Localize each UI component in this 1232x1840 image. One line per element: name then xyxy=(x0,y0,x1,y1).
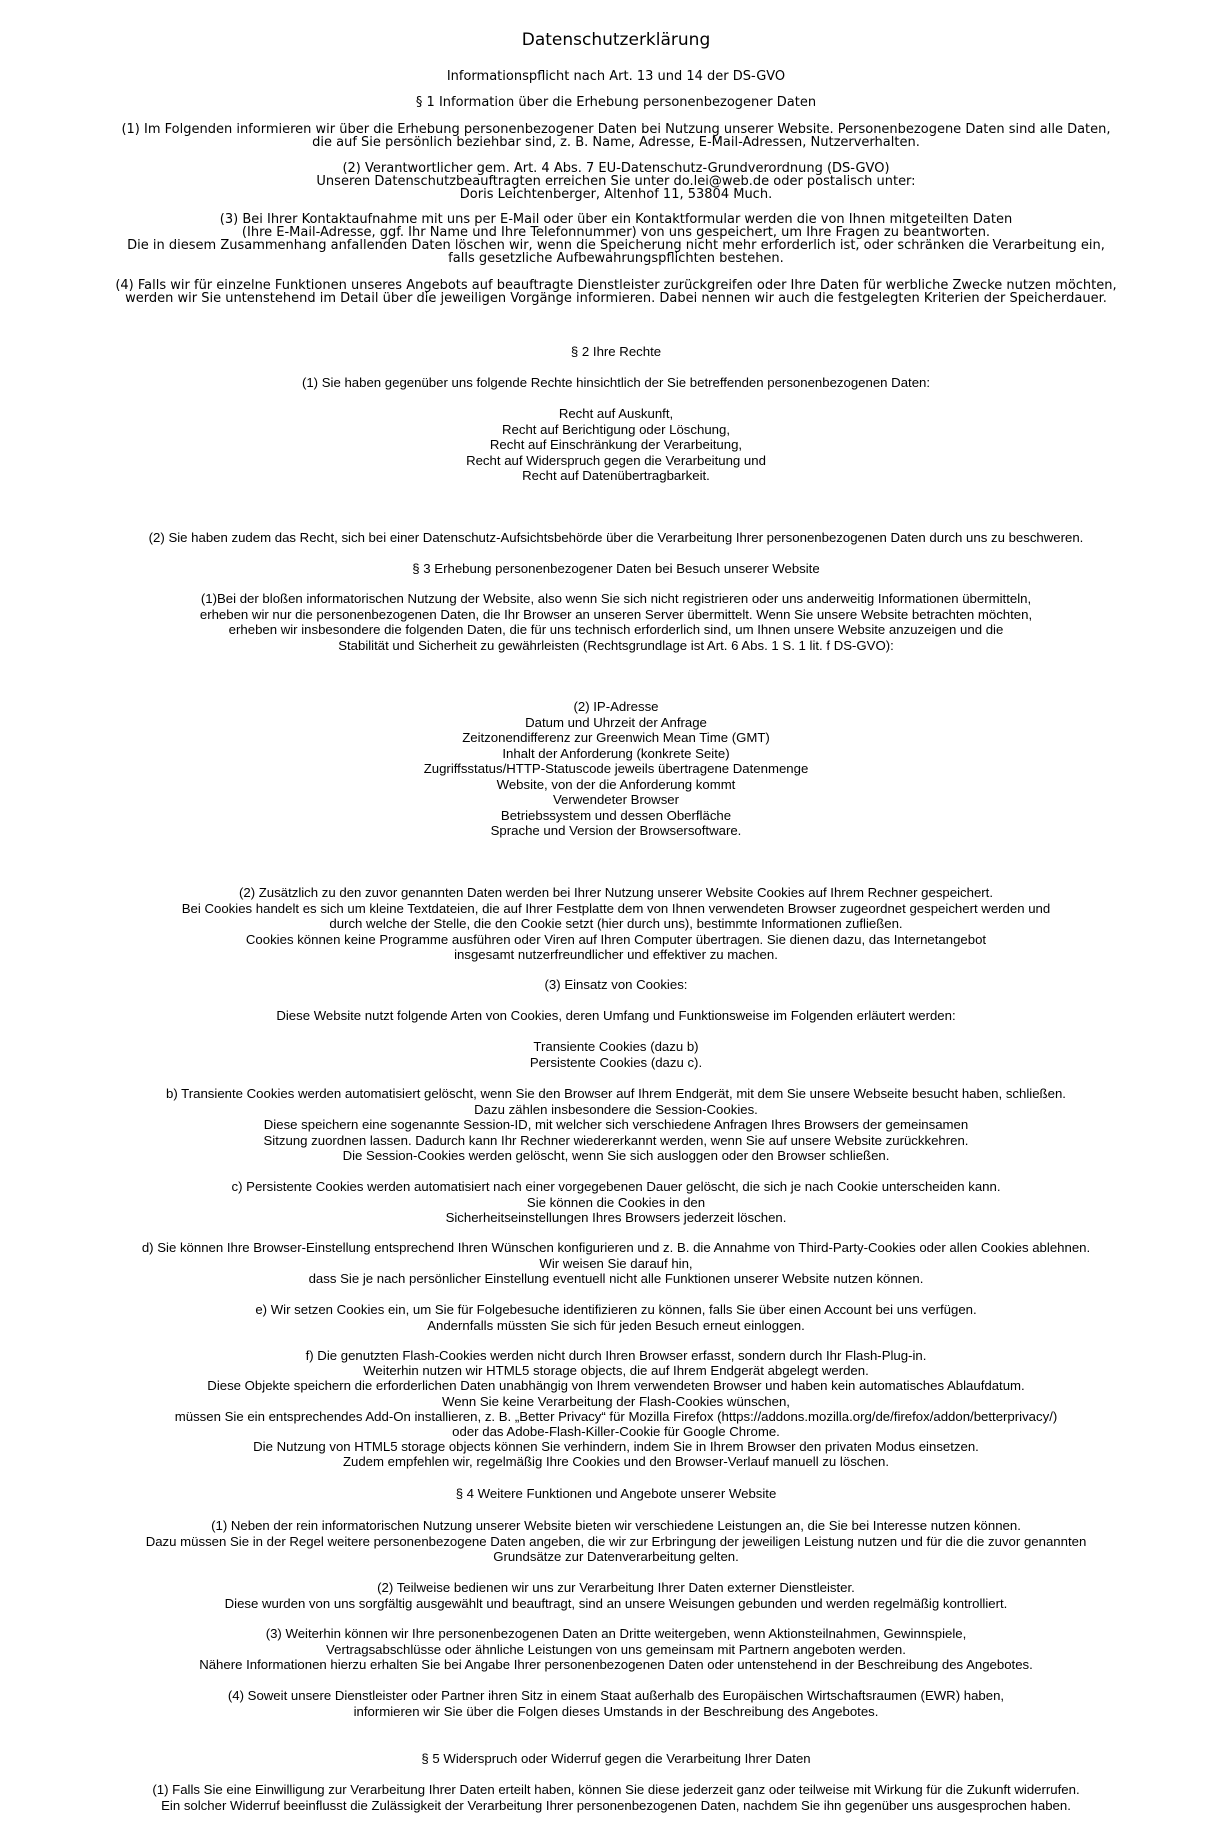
text-line: (3) Weiterhin können wir Ihre personenbezogenen Daten an Dritte weitergeben, wenn Aktionsteilnahmen, Gewinnspiele, xyxy=(265,1626,967,1641)
block-s1-p4 xyxy=(40,279,1192,305)
text-line: Recht auf Datenübertragbarkeit. xyxy=(522,468,710,483)
document-title: Datenschutzerklärung xyxy=(521,30,711,50)
block-s4-heading xyxy=(40,1486,1192,1502)
block-s4-p1 xyxy=(40,1518,1192,1565)
text-line: Cookies können keine Programme ausführen oder Viren auf Ihren Computer übertragen. Sie dienen dazu, das Internetangebot xyxy=(245,931,987,947)
text-line: Wir weisen Sie darauf hin, xyxy=(539,1255,693,1271)
block-s1-heading xyxy=(40,96,1192,109)
block-s5-heading xyxy=(40,1751,1192,1767)
block-s1-p1 xyxy=(40,123,1192,149)
text-line: § 1 Information über die Erhebung personenbezogener Daten xyxy=(415,95,817,110)
text-line: d) Sie können Ihre Browser-Einstellung entsprechend Ihren Wünschen konfigurieren und z. B. die Annahme von Third-Party-Cookies oder allen Cookies ablehnen. xyxy=(141,1240,1091,1255)
text-line: müssen Sie ein entsprechendes Add-On installieren, z. B. „Better Privacy“ für Mozilla Firefox (https://addons.mozilla.org/de/firefox/addon/betterprivacy/) xyxy=(174,1408,1058,1424)
block-s3-d xyxy=(40,1240,1192,1287)
text-line: Recht auf Berichtigung oder Löschung, xyxy=(502,421,730,437)
text-line: (2) IP-Adresse xyxy=(573,699,659,714)
block-s3-heading xyxy=(40,561,1192,577)
text-line: Diese speichern eine sogenannte Session-ID, mit welcher sich verschiedene Anfragen Ihres Browsers der gemeinsamen xyxy=(263,1117,969,1132)
block-s3-list xyxy=(40,699,1192,839)
text-line: (2) Verantwortlicher gem. Art. 4 Abs. 7 EU-Datenschutz-Grundverordnung (DS-GVO) xyxy=(342,161,890,176)
text-line: Zeitzonendifferenz zur Greenwich Mean Time (GMT) xyxy=(462,730,770,745)
text-line: Zugriffsstatus/HTTP-Statuscode jeweils übertragene Datenmenge xyxy=(423,761,809,776)
text-line: Informationspflicht nach Art. 13 und 14 der DS-GVO xyxy=(446,69,786,84)
block-s3-f xyxy=(40,1348,1192,1470)
text-line: (2) Teilweise bedienen wir uns zur Verarbeitung Ihrer Daten externer Dienstleister. xyxy=(377,1580,855,1595)
text-line: insgesamt nutzerfreundlicher und effektiver zu machen. xyxy=(454,947,778,962)
text-line: Ein solcher Widerruf beeinflusst die Zulässigkeit der Verarbeitung Ihrer personenbezogenen Daten, nachdem Sie ihn gegenüber uns ausgesprochen haben. xyxy=(161,1797,1071,1813)
text-line: dass Sie je nach persönlicher Einstellung eventuell nicht alle Funktionen unserer Website nutzen können. xyxy=(308,1271,924,1286)
block-s1-p3 xyxy=(40,213,1192,265)
text-line: f) Die genutzten Flash-Cookies werden nicht durch Ihren Browser erfasst, sondern durch Ihr Flash-Plug-in. xyxy=(305,1348,927,1363)
block-s2-heading xyxy=(40,344,1192,360)
text-line: (1) Neben der rein informatorischen Nutzung unserer Website bieten wir verschiedene Leistungen an, die Sie bei Interesse nutzen können. xyxy=(211,1518,1021,1533)
block-s2-p2 xyxy=(40,530,1192,546)
block-s3-p1 xyxy=(40,591,1192,653)
text-line: (3) Einsatz von Cookies: xyxy=(544,977,688,992)
block-s5-p1 xyxy=(40,1782,1192,1813)
block-s1-p2 xyxy=(40,162,1192,201)
block-s4-p4 xyxy=(40,1688,1192,1719)
text-line: Zudem empfehlen wir, regelmäßig Ihre Cookies und den Browser-Verlauf manuell zu löschen. xyxy=(342,1454,890,1470)
text-line: (4) Falls wir für einzelne Funktionen unseres Angebots auf beauftragte Dienstleister zurückgreifen oder Ihre Daten für werbliche Zwecke nutzen möchten, xyxy=(115,278,1117,293)
text-line: § 3 Erhebung personenbezogener Daten bei Besuch unserer Website xyxy=(412,561,820,576)
block-s3-e xyxy=(40,1302,1192,1333)
block-s4-p3 xyxy=(40,1626,1192,1673)
text-line: (1) Im Folgenden informieren wir über die Erhebung personenbezogener Daten bei Nutzung unserer Website. Personenbezogene Daten sind alle Daten, xyxy=(121,122,1111,137)
text-line: oder das Adobe-Flash-Killer-Cookie für Google Chrome. xyxy=(452,1424,780,1440)
text-line: Die Nutzung von HTML5 storage objects können Sie verhindern, indem Sie in Ihrem Browser den privaten Modus einsetzen. xyxy=(253,1439,979,1455)
text-line: Betriebssystem und dessen Oberfläche xyxy=(500,807,732,823)
text-line: Sprache und Version der Browsersoftware. xyxy=(490,823,742,838)
text-line: Recht auf Widerspruch gegen die Verarbeitung und xyxy=(466,452,766,468)
block-s2-p1 xyxy=(40,375,1192,391)
text-line: c) Persistente Cookies werden automatisiert nach einer vorgegebenen Dauer gelöscht, die sich je nach Cookie unterscheiden kann. xyxy=(231,1179,1001,1194)
text-line: Wenn Sie keine Verarbeitung der Flash-Cookies wünschen, xyxy=(442,1393,790,1409)
text-line: Dazu müssen Sie in der Regel weitere personenbezogene Daten angeben, die wir zur Erbringung der jeweiligen Leistung nutzen und für die die zuvor genannten xyxy=(145,1533,1087,1549)
block-s2-list xyxy=(40,406,1192,484)
text-line: Datum und Uhrzeit der Anfrage xyxy=(525,714,707,730)
block-s3-p3 xyxy=(40,977,1192,993)
text-line: werden wir Sie untenstehend im Detail über die jeweiligen Vorgänge informieren. Dabei nennen wir auch die festgelegten Kriterien der Speicherdauer. xyxy=(125,291,1107,306)
block-intro xyxy=(40,70,1192,83)
text-line: (1) Falls Sie eine Einwilligung zur Verarbeitung Ihrer Daten erteilt haben, können Sie diese jederzeit ganz oder teilweise mit Wirkung für die Zukunft widerrufen. xyxy=(152,1782,1080,1797)
text-line: § 5 Widerspruch oder Widerruf gegen die Verarbeitung Ihrer Daten xyxy=(421,1751,811,1766)
text-line: die auf Sie persönlich beziehbar sind, z. B. Name, Adresse, E-Mail-Adressen, Nutzerverhalten. xyxy=(312,135,920,150)
text-line: erheben wir insbesondere die folgenden Daten, die für uns technisch erforderlich sind, um Ihnen unsere Website anzuzeigen und die xyxy=(228,622,1004,637)
text-line: Sitzung zuordnen lassen. Dadurch kann Ihr Rechner wiedererkannt werden, wenn Sie auf unsere Website zurückkehren. xyxy=(263,1132,969,1148)
text-line: Persistente Cookies (dazu c). xyxy=(529,1054,703,1070)
text-line: Inhalt der Anforderung (konkrete Seite) xyxy=(502,745,730,761)
text-line: Unseren Datenschutzbeauftragten erreichen Sie unter do.lei@web.de oder postalisch unter: xyxy=(316,174,916,189)
text-line: Andernfalls müssten Sie sich für jeden Besuch erneut einloggen. xyxy=(427,1317,805,1333)
text-line: durch welche der Stelle, die den Cookie setzt (hier durch uns), bestimmte Informationen zufließen. xyxy=(329,916,903,931)
text-line: (3) Bei Ihrer Kontaktaufnahme mit uns per E-Mail oder über ein Kontaktformular werden die von Ihnen mitgeteilten Daten xyxy=(219,212,1013,227)
block-s3-types xyxy=(40,1039,1192,1070)
text-line: Recht auf Auskunft, xyxy=(558,406,674,421)
block-s3-b xyxy=(40,1086,1192,1164)
text-line: Weiterhin nutzen wir HTML5 storage objects, die auf Ihrem Endgerät abgelegt werden. xyxy=(363,1363,869,1379)
text-line: (1)Bei der bloßen informatorischen Nutzung der Website, also wenn Sie sich nicht registrieren oder uns anderweitig Informationen übermitteln, xyxy=(200,591,1032,606)
text-line: Recht auf Einschränkung der Verarbeitung, xyxy=(489,437,743,452)
text-line: Die in diesem Zusammenhang anfallenden Daten löschen wir, wenn die Speicherung nicht mehr erforderlich ist, oder schränken die Verarbeitung ein, xyxy=(127,238,1105,253)
text-line: (1) Sie haben gegenüber uns folgende Rechte hinsichtlich der Sie betreffenden personenbezogenen Daten: xyxy=(301,375,931,390)
block-s3-p4 xyxy=(40,1008,1192,1024)
text-line: Sicherheitseinstellungen Ihres Browsers jederzeit löschen. xyxy=(445,1210,787,1225)
text-line: § 2 Ihre Rechte xyxy=(570,344,662,359)
text-line: (4) Soweit unsere Dienstleister oder Partner ihren Sitz in einem Staat außerhalb des Europäischen Wirtschaftsraumen (EWR) haben, xyxy=(227,1688,1005,1703)
text-line: (2) Sie haben zudem das Recht, sich bei einer Datenschutz-Aufsichtsbehörde über die Verarbeitung Ihrer personenbezogenen Daten durch uns zu beschweren. xyxy=(148,530,1084,545)
text-line: Diese Website nutzt folgende Arten von Cookies, deren Umfang und Funktionsweise im Folgenden erläutert werden: xyxy=(276,1008,956,1023)
text-line: Verwendeter Browser xyxy=(552,792,680,807)
text-line: § 4 Weitere Funktionen und Angebote unserer Website xyxy=(455,1486,777,1501)
text-line: Dazu zählen insbesondere die Session-Cookies. xyxy=(474,1101,758,1117)
text-line: Doris Leichtenberger, Altenhof 11, 53804 Much. xyxy=(459,187,773,202)
text-line: Sie können die Cookies in den xyxy=(526,1194,706,1210)
text-line: e) Wir setzen Cookies ein, um Sie für Folgebesuche identifizieren zu können, falls Sie über einen Account bei uns verfügen. xyxy=(255,1302,977,1317)
text-line: Transiente Cookies (dazu b) xyxy=(533,1039,699,1054)
block-s3-c xyxy=(40,1179,1192,1226)
text-line: Nähere Informationen hierzu erhalten Sie bei Angabe Ihrer personenbezogenen Daten oder untenstehend in der Beschreibung des Angebotes. xyxy=(199,1657,1033,1672)
text-line: Bei Cookies handelt es sich um kleine Textdateien, die auf Ihrer Festplatte dem von Ihnen verwendeten Browser zugeordnet gespeichert werden und xyxy=(181,900,1051,916)
text-line: Die Session-Cookies werden gelöscht, wenn Sie sich ausloggen oder den Browser schließen. xyxy=(342,1148,890,1163)
text-line: Vertragsabschlüsse oder ähnliche Leistungen von uns gemeinsam mit Partnern angeboten werden. xyxy=(326,1641,906,1657)
text-line: Grundsätze zur Datenverarbeitung gelten. xyxy=(493,1549,739,1564)
block-s4-p2 xyxy=(40,1580,1192,1611)
text-line: Stabilität und Sicherheit zu gewährleisten (Rechtsgrundlage ist Art. 6 Abs. 1 S. 1 lit. f DS-GVO): xyxy=(338,637,894,653)
text-line: Website, von der die Anforderung kommt xyxy=(496,776,736,792)
text-line: Diese Objekte speichern die erforderlichen Daten unabhängig von Ihrem verwendeten Browser und haben kein automatisches Ablaufdatum. xyxy=(207,1378,1025,1394)
block-s3-p2 xyxy=(40,885,1192,963)
text-line: Diese wurden von uns sorgfältig ausgewählt und beauftragt, sind an unsere Weisungen gebunden und werden regelmäßig kontrolliert. xyxy=(224,1595,1008,1611)
text-line: falls gesetzliche Aufbewahrungspflichten bestehen. xyxy=(448,251,784,266)
text-line: (Ihre E-Mail-Adresse, ggf. Ihr Name und Ihre Telefonnummer) von uns gespeichert, um Ihre Fragen zu beantworten. xyxy=(241,225,991,240)
text-line: erheben wir nur die personenbezogenen Daten, die Ihr Browser an unseren Server übermittelt. Wenn Sie unsere Website betrachten möchten, xyxy=(199,606,1033,622)
text-line: (2) Zusätzlich zu den zuvor genannten Daten werden bei Ihrer Nutzung unserer Website Cookies auf Ihrem Rechner gespeichert. xyxy=(238,885,994,900)
text-line: b) Transiente Cookies werden automatisiert gelöscht, wenn Sie den Browser auf Ihrem Endgerät, mit dem Sie unsere Webseite besucht haben, schließen. xyxy=(166,1086,1066,1101)
text-line: informieren wir Sie über die Folgen dieses Umstands in der Beschreibung des Angebotes. xyxy=(353,1703,879,1719)
